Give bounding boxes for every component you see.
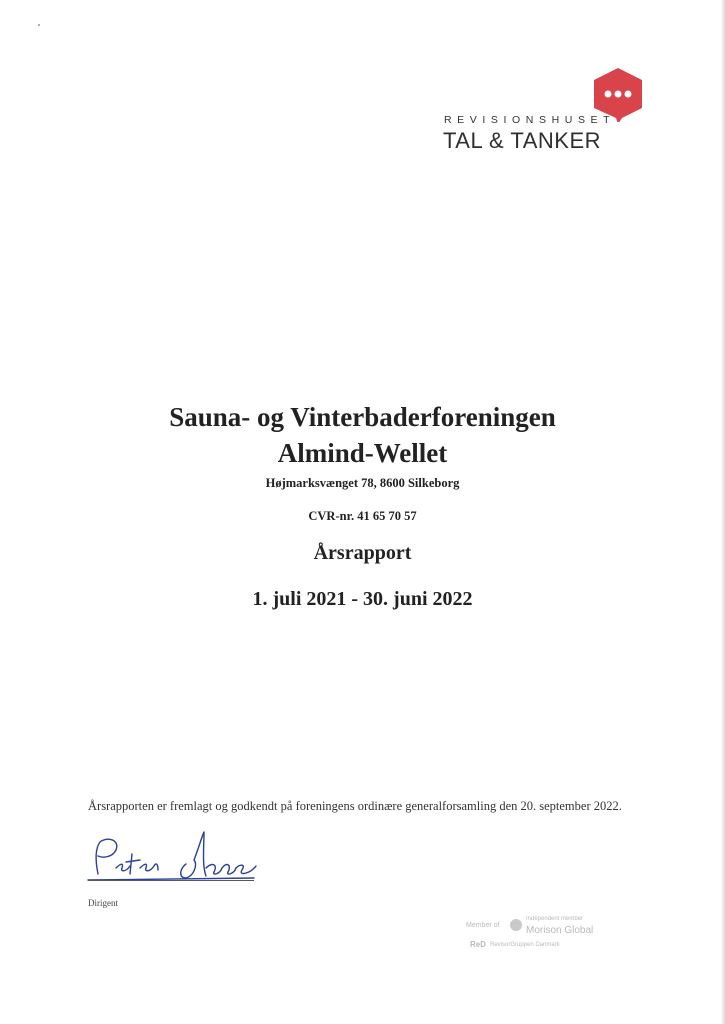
cvr-number: CVR-nr. 41 65 70 57 xyxy=(308,509,417,523)
address: Højmarksvænget 78, 8600 Silkeborg xyxy=(265,476,460,490)
network-dk-name: RevisorGruppen Danmark xyxy=(490,942,560,948)
handwritten-signature xyxy=(86,828,266,888)
signatory-role: Dirigent xyxy=(88,898,118,908)
independent-member-text: Independent member xyxy=(526,916,584,922)
logo-main-text: TAL & TANKER xyxy=(443,128,602,153)
report-type: Årsrapport xyxy=(313,542,412,564)
signature-line xyxy=(88,880,254,881)
member-of-text: Member of xyxy=(466,922,500,929)
logo-top-text: REVISIONSHUSET xyxy=(444,114,616,126)
company-logo xyxy=(440,66,650,156)
scan-speck xyxy=(38,24,40,26)
network-logos xyxy=(466,912,616,962)
red-mark: ReD xyxy=(470,940,487,949)
approval-statement: Årsrapporten er fremlagt og godkendt på foreningens ordinære generalforsamling den 20. september 2022. xyxy=(88,799,622,813)
title-line-1: Sauna- og Vinterbaderforeningen xyxy=(169,402,556,432)
report-period: 1. juli 2021 - 30. juni 2022 xyxy=(252,588,473,610)
title-line-2: Almind-Wellet xyxy=(277,438,448,468)
network-name: Morison Global xyxy=(526,925,594,936)
globe-icon xyxy=(510,919,522,931)
